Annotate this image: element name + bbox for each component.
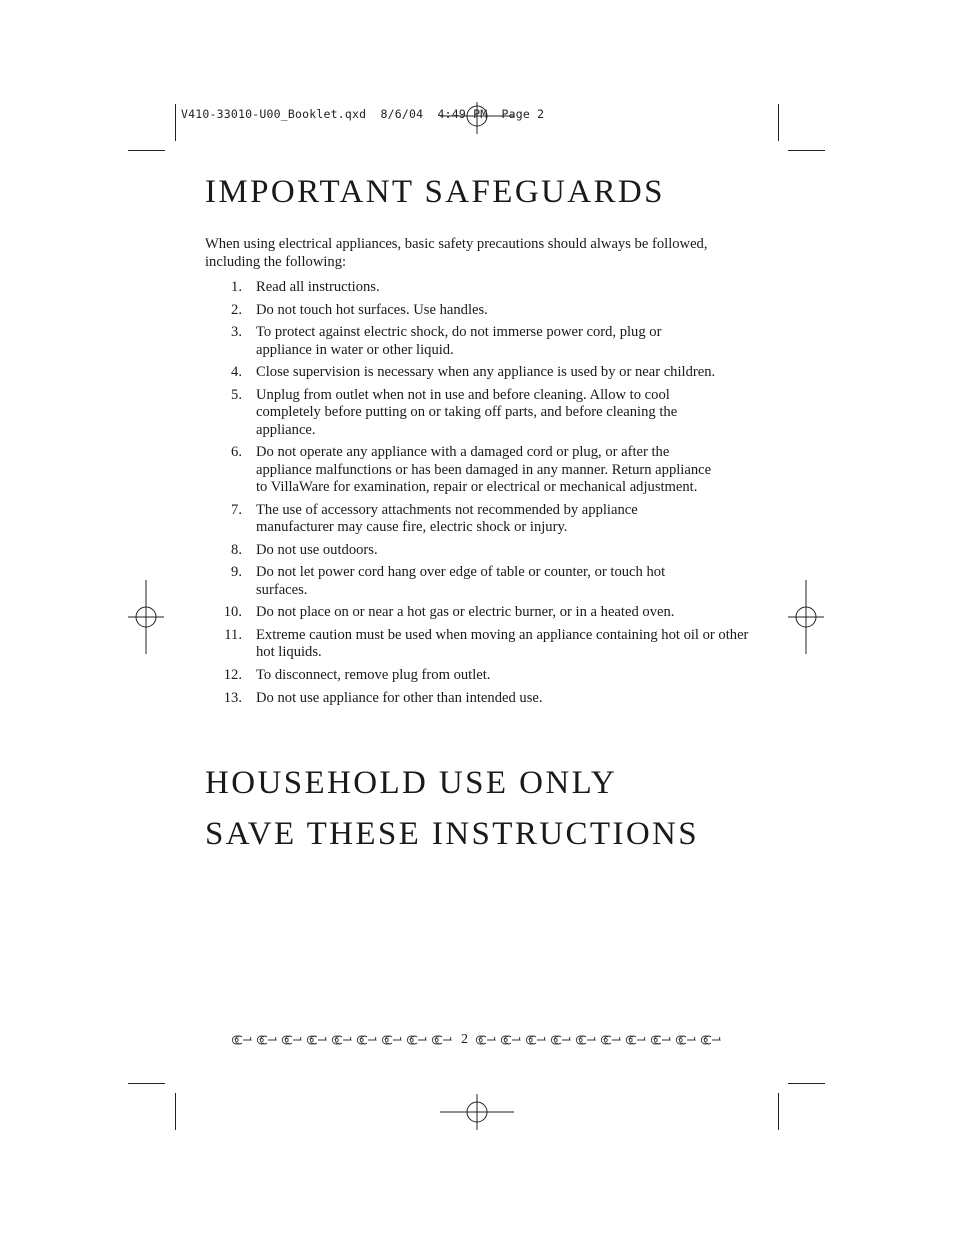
- crop-mark-bottom-right-horizontal: [788, 1083, 825, 1084]
- registration-mark-right: [786, 578, 826, 656]
- intro-paragraph: When using electrical appliances, basic safety precautions should always be followed, including the following:: [205, 236, 708, 270]
- list-item: [205, 667, 750, 684]
- scroll-tail: [604, 1036, 620, 1044]
- item-number: 12.: [223, 666, 242, 683]
- scroll-curl: [282, 1036, 289, 1044]
- scroll-tail: [260, 1036, 276, 1044]
- list-item: [205, 690, 750, 707]
- scroll-curl: [332, 1036, 339, 1044]
- scroll-tail: [629, 1036, 645, 1044]
- scroll-curl: [501, 1036, 508, 1044]
- scroll-curl: [432, 1036, 439, 1044]
- scroll-tail: [704, 1036, 720, 1044]
- item-text: Do not let power cord hang over edge of table or counter, or touch hot surfaces.: [256, 564, 666, 598]
- scroll-curl: [601, 1036, 608, 1044]
- list-item: [205, 302, 750, 319]
- list-item: [205, 502, 750, 537]
- item-number: 5.: [231, 387, 242, 404]
- item-number: 4.: [231, 364, 242, 381]
- scroll-tail: [235, 1036, 251, 1044]
- item-text: Do not place on or near a hot gas or electric burner, or in a heated oven.: [256, 604, 675, 621]
- list-item: [205, 444, 750, 496]
- scroll-curl: [476, 1036, 483, 1044]
- scroll-tail: [310, 1036, 326, 1044]
- item-text: Unplug from outlet when not in use and before cleaning. Allow to cool completely before putting on or taking off parts, and before cleaning the appliance.: [256, 387, 678, 438]
- ornament-scroll-icon: [230, 1033, 455, 1047]
- scroll-tail: [479, 1036, 495, 1044]
- safeguards-list: [205, 279, 750, 712]
- list-item: [205, 364, 750, 381]
- heading-important-safeguards: IMPORTANT SAFEGUARDS: [205, 174, 665, 210]
- item-number: 8.: [231, 541, 242, 558]
- scroll-curl: [551, 1036, 558, 1044]
- list-item: [205, 627, 750, 662]
- item-text: To disconnect, remove plug from outlet.: [256, 666, 491, 683]
- scroll-curl: [526, 1036, 533, 1044]
- scroll-curl: [676, 1036, 683, 1044]
- scroll-tail: [679, 1036, 695, 1044]
- item-text: To protect against electric shock, do not immerse power cord, plug or appliance in water or other liquid.: [256, 324, 662, 358]
- scroll-tail: [360, 1036, 376, 1044]
- item-number: 10.: [223, 604, 242, 621]
- page-footer: [230, 1030, 724, 1050]
- crop-mark-bottom-left-horizontal: [128, 1083, 165, 1084]
- scroll-curl: [382, 1036, 389, 1044]
- list-item: [205, 279, 750, 296]
- scroll-tail: [654, 1036, 670, 1044]
- crop-mark-bottom-right-vertical: [778, 1093, 779, 1130]
- item-text: Do not touch hot surfaces. Use handles.: [256, 301, 488, 318]
- item-number: 3.: [231, 324, 242, 341]
- scroll-tail: [504, 1036, 520, 1044]
- scroll-tail: [554, 1036, 570, 1044]
- scroll-tail: [579, 1036, 595, 1044]
- scroll-tail: [285, 1036, 301, 1044]
- item-text: Do not use appliance for other than intended use.: [256, 689, 543, 706]
- list-item: [205, 324, 750, 359]
- printer-slug: V410-33010-U00_Booklet.qxd 8/6/04 4:49 PM Page 2: [181, 107, 545, 121]
- registration-mark-bottom: [438, 1092, 516, 1132]
- item-text: Close supervision is necessary when any appliance is used by or near children.: [256, 364, 716, 381]
- heading-household-use-only: HOUSEHOLD USE ONLY: [205, 765, 618, 801]
- scroll-tail: [335, 1036, 351, 1044]
- scroll-curl: [357, 1036, 364, 1044]
- crop-mark-top-right-vertical: [778, 104, 779, 141]
- list-item: [205, 387, 750, 439]
- ornament-border-left: [230, 1033, 455, 1047]
- item-text: Do not operate any appliance with a damaged cord or plug, or after the appliance malfunctions or has been damaged in any manner. Return appliance to VillaWare for examination, repair or electrical or mechanical adjustment.: [256, 444, 712, 495]
- crop-mark-top-left-vertical: [175, 104, 176, 141]
- item-number: 11.: [224, 626, 242, 643]
- scroll-tail: [385, 1036, 401, 1044]
- scroll-curl: [651, 1036, 658, 1044]
- scroll-curl: [407, 1036, 414, 1044]
- scroll-curl: [257, 1036, 264, 1044]
- scroll-curl: [232, 1036, 239, 1044]
- ornament-scroll-icon: [474, 1033, 724, 1047]
- list-item: [205, 542, 750, 559]
- item-text: Do not use outdoors.: [256, 541, 378, 558]
- registration-mark-left: [126, 578, 166, 656]
- scroll-curl: [307, 1036, 314, 1044]
- crop-mark-bottom-left-vertical: [175, 1093, 176, 1130]
- crop-mark-top-right-horizontal: [788, 150, 825, 151]
- item-text: Read all instructions.: [256, 279, 380, 295]
- item-number: 6.: [231, 444, 242, 461]
- crop-mark-top-left-horizontal: [128, 150, 165, 151]
- scroll-tail: [529, 1036, 545, 1044]
- item-text: The use of accessory attachments not recommended by appliance manufacturer may cause fire, electric shock or injury.: [256, 501, 638, 535]
- heading-save-these-instructions: SAVE THESE INSTRUCTIONS: [205, 816, 700, 852]
- registration-mark-top: [438, 100, 516, 136]
- ornament-border-right: [474, 1033, 724, 1047]
- scroll-tail: [435, 1036, 451, 1044]
- item-number: 9.: [231, 564, 242, 581]
- item-number: 2.: [231, 301, 242, 318]
- page-number: 2: [461, 1032, 468, 1047]
- scroll-curl: [701, 1036, 708, 1044]
- item-number: 7.: [231, 501, 242, 518]
- list-item: [205, 564, 750, 599]
- scroll-tail: [410, 1036, 426, 1044]
- scroll-curl: [626, 1036, 633, 1044]
- scroll-curl: [576, 1036, 583, 1044]
- item-text: Extreme caution must be used when moving an appliance containing hot oil or other hot liquids.: [256, 626, 749, 661]
- item-number: 1.: [231, 279, 242, 295]
- item-number: 13.: [223, 689, 242, 706]
- list-item: [205, 604, 750, 621]
